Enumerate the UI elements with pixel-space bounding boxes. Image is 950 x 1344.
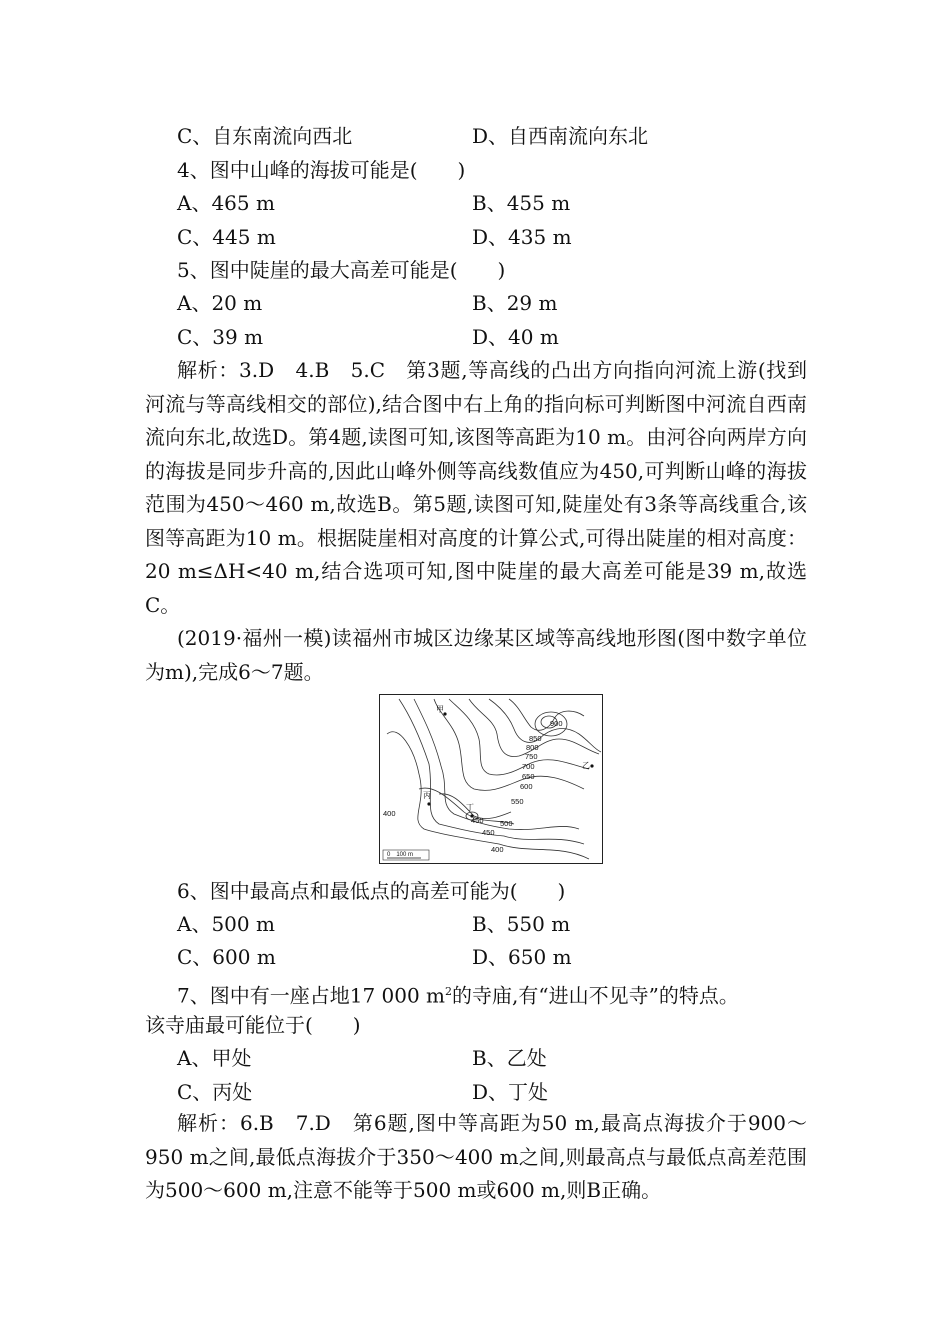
q7-option-a: A、甲处 [177,1046,252,1070]
q7-option-c: C、丙处 [177,1080,253,1104]
intro-6-7: (2019·福州一模)读福州市城区边缘某区域等高线地形图(图中数字单位为m),完成6～7题。 [145,626,807,684]
q5-option-c: C、39 m [177,325,264,349]
contour-map-figure [379,694,603,864]
contour-label: 900 [550,719,563,728]
contour-label: 450 [471,816,484,825]
contour-label: 450 [482,828,495,837]
contour-label: 750 [525,752,538,761]
q5-option-b: B、29 m [472,291,558,315]
contour-label: 400 [491,845,504,854]
q7-stem-superscript: 2 [445,985,453,998]
q4-option-d: D、435 m [472,225,572,249]
q6-option-a: A、500 m [177,912,275,936]
q7-stem-text-end: 的寺庙,有“进山不见寺”的特点。 [452,983,739,1008]
analysis-3-5: 解析：3.D 4.B 5.C 第3题,等高线的凸出方向指向河流上游(找到河流与等高线相交的部位),结合图中右上角的指向标可判断图中河流自西南流向东北,故选D。第4题,读图可知,该图等高距为10 m。由河谷向两岸方向的海拔是同步升高的,因此山峰外侧等高线数值应为450,可判断山峰的海拔范围为450～460 m,故选B。第5题,读图可知,陡崖处有3条等高线重合,该图等高距为10 m。根据陡崖相对高度的计算公式,可得出陡崖的相对高度：20 m≤ΔH<40 m,结合选项可知,图中陡崖的最大高差可能是39 m,故选C。 [145,358,807,617]
q6-option-d: D、650 m [472,945,572,969]
contour-label: 700 [522,762,535,771]
contour-label: 600 [520,782,533,791]
q6-stem: 6、图中最高点和最低点的高差可能为( ) [177,879,566,903]
q3-option-c: C、自东南流向西北 [177,124,353,148]
q6-option-b: B、550 m [472,912,571,936]
q3-option-d: D、自西南流向东北 [472,124,649,148]
q4-option-a: A、465 m [177,191,275,215]
q5-stem: 5、图中陡崖的最大高差可能是( ) [177,258,506,282]
label-yi: 乙 [582,761,590,770]
point-bing-marker [427,802,430,805]
q5-option-a: A、20 m [177,291,263,315]
scale-bar [383,850,429,860]
q4-stem: 4、图中山峰的海拔可能是( ) [177,158,466,182]
contour-label: 550 [511,797,524,806]
scale-label: 0 100 m [387,852,414,858]
contour-label: 400 [383,809,396,818]
contour-label: 850 [529,734,542,743]
point-yi-marker [590,764,593,767]
analysis-6-7: 解析：6.B 7.D 第6题,图中等高距为50 m,最高点海拔介于900～950 m之间,最低点海拔介于350～400 m之间,则最高点与最低点高差范围为500～600 m,注意不能等于500 m或600 m,则B正确。 [145,1111,807,1202]
contour-label: 500 [500,819,513,828]
q7-stem-line2: 该寺庙最可能位于( ) [145,1013,361,1037]
q6-option-c: C、600 m [177,945,276,969]
label-jia: 甲 [436,705,444,714]
q7-option-b: B、乙处 [472,1046,547,1070]
label-ding: 丁 [466,803,474,812]
q7-stem [177,980,739,1008]
q7-option-d: D、丁处 [472,1080,549,1104]
q4-option-c: C、445 m [177,225,276,249]
contour-label: 650 [522,772,535,781]
label-bing: 丙 [423,791,431,800]
q5-option-d: D、40 m [472,325,559,349]
contour-label: 800 [526,743,539,752]
q4-option-b: B、455 m [472,191,571,215]
q7-stem-text: 7、图中有一座占地17 000 m [177,983,446,1008]
